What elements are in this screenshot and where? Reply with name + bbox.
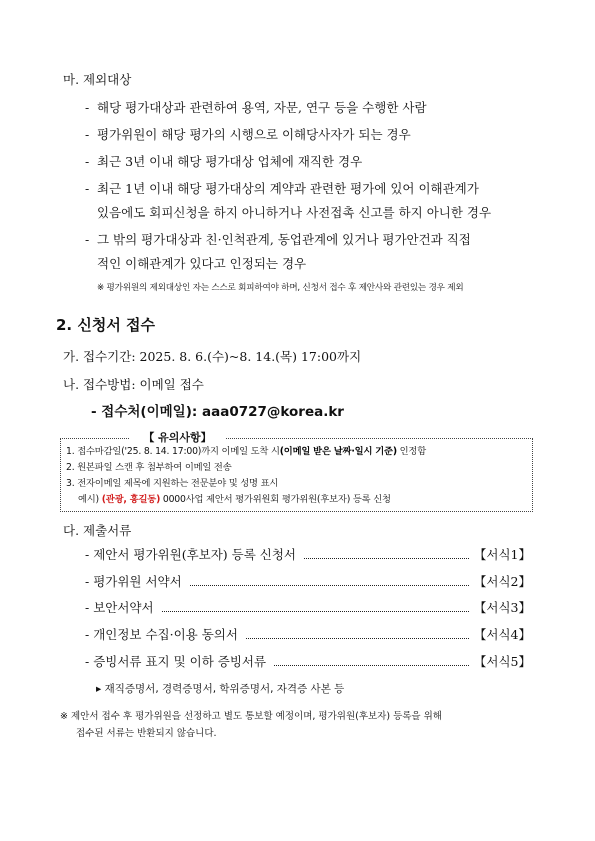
leader-dots	[190, 585, 469, 586]
footnote-line-1: ※ 제안서 접수 후 평가위원을 선정하고 별도 통보할 예정이며, 평가위원(후보자) 등록을 위해	[60, 711, 442, 722]
notice-line-1	[66, 445, 426, 458]
exclusion-heading: 마. 제외대상	[63, 72, 132, 87]
dash-mark: -	[85, 154, 90, 169]
notice-text: 1. 접수마감일('25. 8. 14. 17:00)까지 이메일 도착 시	[66, 446, 280, 457]
notice-line-3: 3. 전자이메일 제목에 지원하는 전문분야 및 성명 표시	[66, 478, 279, 489]
notice-emphasis: (이메일 받은 날짜·일시 기준)	[279, 446, 397, 457]
exclusion-item-text: 그 밖의 평가대상과 친·인척관계, 동업관계에 있거나 평가안건과 직접	[97, 232, 471, 247]
notice-line-2: 2. 원본파일 스캔 후 첨부하여 이메일 전송	[66, 462, 232, 473]
exclusion-item-3	[85, 154, 537, 170]
contact-email: - 접수처(이메일): aaa0727@korea.kr	[91, 404, 344, 420]
form-label: - 증빙서류 표지 및 이하 증빙서류	[85, 654, 267, 669]
leader-dots	[304, 558, 469, 559]
evidence-list: ▸ 재직증명서, 경력증명서, 학위증명서, 자격증 사본 등	[96, 683, 345, 695]
form-row-3	[85, 600, 531, 616]
form-label: - 보안서약서	[85, 600, 154, 615]
form-label: - 제안서 평가위원(후보자) 등록 신청서	[85, 547, 296, 562]
exclusion-item-text: 평가위원이 해당 평가의 시행으로 이해당사자가 되는 경우	[97, 127, 411, 142]
exclusion-item-text: 최근 1년 이내 해당 평가대상의 계약과 관련한 평가에 있어 이해관계가	[97, 181, 479, 196]
form-row-1	[85, 547, 531, 563]
form-tag: 【서식2】	[473, 574, 531, 589]
dash-mark: -	[85, 181, 90, 196]
form-tag: 【서식5】	[473, 654, 531, 669]
exclusion-item-4	[85, 181, 537, 197]
exclusion-note: ※ 평가위원의 제외대상인 자는 스스로 회피하여야 하며, 신청서 접수 후 제안사와 관련있는 경우 제외	[97, 283, 464, 293]
exclusion-item-5-cont: 적인 이해관계가 있다고 인정되는 경우	[97, 256, 307, 271]
form-label: - 평가위원 서약서	[85, 574, 182, 589]
notice-text: 0000사업 제안서 평가위원회 평가위원(후보자) 등록 신청	[160, 494, 391, 505]
exclusion-item-4-cont: 있음에도 회피신청을 하지 아니하거나 사전접촉 신고를 하지 아니한 경우	[97, 205, 492, 220]
form-row-5	[85, 654, 531, 670]
application-period: 가. 접수기간: 2025. 8. 6.(수)~8. 14.(목) 17:00까지	[63, 349, 362, 364]
notice-line-4	[78, 493, 391, 506]
dash-mark: -	[85, 232, 90, 247]
exclusion-item-5	[85, 232, 537, 248]
form-tag: 【서식1】	[473, 547, 531, 562]
form-label: - 개인정보 수집·이용 동의서	[85, 627, 238, 642]
form-row-4	[85, 627, 531, 643]
form-tag: 【서식3】	[473, 600, 531, 615]
notice-title: 【 유의사항】	[130, 430, 225, 446]
notice-example-highlight: (관광, 홍길동)	[101, 494, 161, 505]
exclusion-item-text: 해당 평가대상과 관련하여 용역, 자문, 연구 등을 수행한 사람	[97, 100, 427, 115]
notice-text: 예시)	[78, 494, 102, 505]
exclusion-item-text: 최근 3년 이내 해당 평가대상 업체에 재직한 경우	[97, 154, 363, 169]
exclusion-item-1	[85, 100, 537, 116]
documents-heading: 다. 제출서류	[63, 523, 132, 538]
exclusion-item-2	[85, 127, 537, 143]
leader-dots	[274, 665, 469, 666]
footnote-line-2: 접수된 서류는 반환되지 않습니다.	[76, 728, 217, 739]
leader-dots	[162, 611, 469, 612]
form-row-2	[85, 574, 531, 590]
leader-dots	[246, 638, 469, 639]
notice-text: 인정함	[396, 446, 426, 457]
dash-mark: -	[85, 127, 90, 142]
dash-mark: -	[85, 100, 90, 115]
section-title: 2. 신청서 접수	[56, 316, 156, 334]
application-method: 나. 접수방법: 이메일 접수	[63, 377, 204, 392]
form-tag: 【서식4】	[473, 627, 531, 642]
